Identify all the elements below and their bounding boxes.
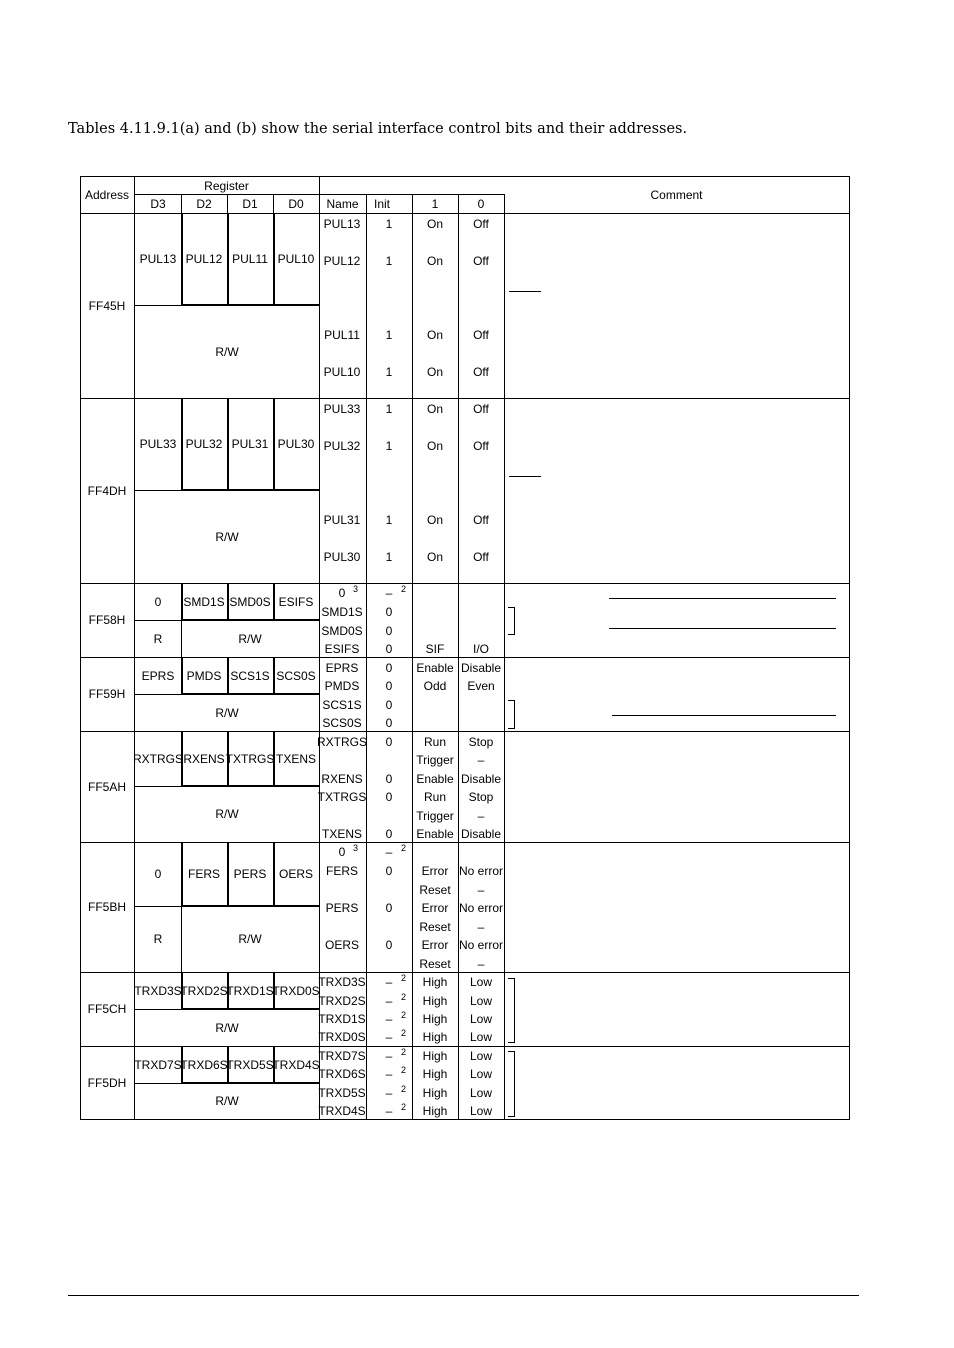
register-bit: TRXD5S xyxy=(226,1057,274,1072)
brace-mark xyxy=(508,607,515,635)
address-ff58h: FF58H xyxy=(88,613,126,627)
bit-clear-value: – xyxy=(477,753,485,767)
bit-init: 0 xyxy=(385,938,393,952)
register-col-sep xyxy=(181,583,183,620)
bit-set-value: Enable xyxy=(416,827,454,841)
bit-name: SCS0S xyxy=(322,716,362,730)
bit-clear-value: Off xyxy=(473,439,489,453)
register-bit: PUL13 xyxy=(139,252,177,266)
register-bit: PUL33 xyxy=(139,437,177,451)
bit-set-value: Error xyxy=(421,938,449,952)
bit-init: – xyxy=(385,1104,393,1118)
bit-name: ESIFS xyxy=(324,642,360,656)
bit-init: 0 xyxy=(385,772,393,786)
bit-name: OERS xyxy=(324,938,360,952)
bit-name: SMD1S xyxy=(321,605,363,619)
register-bit: SMD1S xyxy=(183,594,225,609)
register-bit: PUL10 xyxy=(277,252,315,266)
bit-init: 1 xyxy=(385,550,393,564)
bit-name: TRXD1S xyxy=(318,1012,366,1026)
bit-name: PUL11 xyxy=(324,328,360,342)
underline-mark xyxy=(509,291,541,292)
bit-name: PUL10 xyxy=(323,365,361,379)
bit-name: PUL32 xyxy=(323,439,361,453)
bit-clear-value: – xyxy=(477,883,485,897)
bit-clear-value: No error xyxy=(458,864,504,878)
bit-name: 0 xyxy=(338,586,346,600)
address-ff5ch: FF5CH xyxy=(87,1002,127,1016)
bit-init: 0 xyxy=(385,901,393,915)
bit-init: – xyxy=(385,994,393,1008)
register-col-sep xyxy=(227,583,229,620)
register-col-sep xyxy=(181,1046,183,1083)
bit-name: TRXD5S xyxy=(318,1086,366,1100)
bit-set-value: Run xyxy=(423,790,447,804)
register-bit: SMD0S xyxy=(229,594,271,609)
bit-name: EPRS xyxy=(325,661,359,675)
init-footnote: 2 xyxy=(401,992,407,1002)
register-bit: TRXD1S xyxy=(226,983,274,998)
header-d3: D3 xyxy=(150,197,166,211)
register-col-sep xyxy=(181,731,183,786)
bit-init: 0 xyxy=(385,827,393,841)
init-footnote: 2 xyxy=(401,1065,407,1075)
access-rw: R/W xyxy=(215,1020,239,1035)
header-col-sep xyxy=(273,194,274,213)
register-bit: TXTRGS xyxy=(225,751,275,766)
bit-init: 0 xyxy=(385,679,393,693)
bit-clear-value: Off xyxy=(473,328,489,342)
bit-set-value: High xyxy=(422,1067,448,1081)
bit-name: PUL30 xyxy=(323,550,361,564)
bit-init: 0 xyxy=(385,661,393,675)
init-footnote: 2 xyxy=(401,1028,407,1038)
bit-clear-value: Low xyxy=(469,1104,493,1118)
bit-name: 0 xyxy=(338,845,346,859)
register-bit: PUL11 xyxy=(232,252,268,266)
header-d0: D0 xyxy=(288,197,304,211)
register-bit: RXTRGS xyxy=(133,751,184,766)
bit-clear-value: Even xyxy=(467,679,495,693)
register-col-sep xyxy=(181,842,183,906)
register-bit: TXENS xyxy=(275,751,316,766)
bit-set-value: High xyxy=(422,1104,448,1118)
register-bit: ESIFS xyxy=(278,594,314,609)
header-d2: D2 xyxy=(196,197,212,211)
bit-name: PUL13 xyxy=(323,217,361,231)
bit-clear-value: Low xyxy=(469,1067,493,1081)
register-bit: EPRS xyxy=(141,668,175,683)
bit-clear-value: Off xyxy=(473,402,489,416)
bit-set-value: On xyxy=(426,439,444,453)
header-name: Name xyxy=(326,197,359,211)
register-col-sep xyxy=(181,972,183,1009)
bit-name: SCS1S xyxy=(322,698,362,712)
bit-clear-value: Off xyxy=(473,254,489,268)
bit-name: TRXD3S xyxy=(318,975,366,989)
bit-name: PUL12 xyxy=(323,254,361,268)
register-col-sep xyxy=(227,1046,229,1083)
register-col-sep xyxy=(273,398,275,490)
register-bit: TRXD0S xyxy=(272,983,320,998)
underline-mark xyxy=(609,628,836,629)
header-col-sep xyxy=(227,194,228,213)
header-col-sep xyxy=(181,194,182,213)
register-col-sep xyxy=(227,213,229,305)
bit-set-value: On xyxy=(426,254,444,268)
bit-clear-value: Stop xyxy=(468,735,494,749)
register-col-sep xyxy=(227,398,229,490)
bit-init: – xyxy=(385,1012,393,1026)
access-rw: R/W xyxy=(215,705,239,720)
register-bit: 0 xyxy=(154,594,162,609)
bit-clear-value: – xyxy=(477,809,485,823)
header-one: 1 xyxy=(431,197,439,211)
bit-clear-value: Disable xyxy=(460,827,502,841)
block-bottom-rule xyxy=(80,1119,849,1120)
register-bit: TRXD6S xyxy=(180,1057,228,1072)
bit-clear-value: No error xyxy=(458,901,504,915)
init-footnote: 2 xyxy=(401,1047,407,1057)
register-bit: PERS xyxy=(233,867,267,881)
bit-set-value: Odd xyxy=(423,679,447,693)
register-bit: PMDS xyxy=(186,668,222,683)
bit-init: 1 xyxy=(385,513,393,527)
bit-set-value: High xyxy=(422,1049,448,1063)
register-col-sep xyxy=(273,842,275,906)
name-footnote: 3 xyxy=(353,584,359,594)
bit-clear-value: Low xyxy=(469,1030,493,1044)
bit-clear-value: Low xyxy=(469,1086,493,1100)
register-col-sep xyxy=(227,731,229,786)
header-d1: D1 xyxy=(242,197,258,211)
init-footnote: 2 xyxy=(401,843,407,853)
access-rw: R/W xyxy=(238,932,262,946)
bit-set-value: On xyxy=(426,365,444,379)
bit-set-value: On xyxy=(426,550,444,564)
register-bit: PUL12 xyxy=(185,252,223,266)
bit-init: 1 xyxy=(385,402,393,416)
bit-clear-value: Disable xyxy=(460,661,502,675)
register-col-sep xyxy=(273,213,275,305)
bit-set-value: Error xyxy=(421,864,449,878)
bit-init: 1 xyxy=(385,254,393,268)
header-zero: 0 xyxy=(477,197,485,211)
bit-init: 1 xyxy=(385,439,393,453)
register-col-sep xyxy=(181,398,183,490)
underline-mark xyxy=(509,476,541,477)
bit-name: TXENS xyxy=(321,827,363,841)
underline-mark xyxy=(609,598,836,599)
bit-clear-value: Disable xyxy=(460,772,502,786)
bit-init: 0 xyxy=(385,642,393,656)
register-col-sep xyxy=(273,972,275,1009)
bit-set-value: Error xyxy=(421,901,449,915)
bit-set-value: Reset xyxy=(419,920,451,934)
bit-name: PUL33 xyxy=(323,402,361,416)
bit-clear-value: – xyxy=(477,957,485,971)
bit-name: TRXD2S xyxy=(318,994,366,1008)
bit-set-value: High xyxy=(422,1030,448,1044)
bit-clear-value: I/O xyxy=(472,642,490,656)
bit-set-value: SIF xyxy=(425,642,445,656)
header-register: Register xyxy=(204,178,249,193)
address-ff4dh: FF4DH xyxy=(87,483,127,498)
bit-init: 0 xyxy=(385,716,393,730)
bit-init: – xyxy=(385,1049,393,1063)
brace-mark xyxy=(508,978,515,1043)
address-ff59h: FF59H xyxy=(88,687,126,701)
bit-set-value: Enable xyxy=(416,661,454,675)
access-r: R xyxy=(153,631,163,646)
access-rw: R/W xyxy=(215,1094,239,1108)
bit-name: TRXD7S xyxy=(318,1049,366,1063)
bit-init: 1 xyxy=(385,217,393,231)
register-col-sep xyxy=(181,213,183,305)
register-bit: PUL32 xyxy=(185,437,223,451)
bit-set-value: Trigger xyxy=(416,753,454,767)
bit-name: PERS xyxy=(325,901,359,915)
init-footnote: 2 xyxy=(401,1102,407,1112)
intro-text: Tables 4.11.9.1(a) and (b) show the serial interface control bits and their addresses. xyxy=(68,121,688,137)
register-col-sep xyxy=(273,657,275,694)
bit-init: 0 xyxy=(385,864,393,878)
register-bit: 0 xyxy=(154,867,162,881)
register-col-sep xyxy=(227,842,229,906)
bit-set-value: Trigger xyxy=(416,809,454,823)
bit-name: TRXD6S xyxy=(318,1067,366,1081)
register-bit: SCS0S xyxy=(276,668,316,683)
bit-init: – xyxy=(385,845,393,859)
bit-name: PUL31 xyxy=(323,513,361,527)
bit-clear-value: Low xyxy=(469,994,493,1008)
bit-name: TXTRGS xyxy=(317,790,367,804)
bit-set-value: On xyxy=(426,402,444,416)
bit-clear-value: Low xyxy=(469,975,493,989)
register-bit: TRXD4S xyxy=(272,1057,320,1072)
bit-init: – xyxy=(385,1030,393,1044)
bit-name: RXENS xyxy=(321,772,363,786)
bit-set-value: High xyxy=(422,994,448,1008)
bit-name: FERS xyxy=(325,864,359,878)
footer-rule xyxy=(68,1295,859,1296)
bit-init: 1 xyxy=(385,365,393,379)
bit-clear-value: Off xyxy=(473,217,489,231)
register-bit: FERS xyxy=(187,867,220,881)
bit-name: TRXD0S xyxy=(318,1030,366,1044)
bit-clear-value: Off xyxy=(473,513,489,527)
bit-init: 0 xyxy=(385,624,393,638)
bit-set-value: Enable xyxy=(416,772,454,786)
init-footnote: 2 xyxy=(401,1084,407,1094)
register-bit: TRXD2S xyxy=(180,983,228,998)
brace-mark xyxy=(508,700,515,729)
bit-init: 0 xyxy=(385,698,393,712)
address-ff45h: FF45H xyxy=(88,298,126,313)
bit-set-value: Reset xyxy=(419,957,451,971)
bit-init: 1 xyxy=(385,328,393,342)
bit-clear-value: – xyxy=(477,920,485,934)
init-footnote: 2 xyxy=(401,973,407,983)
bit-clear-value: Off xyxy=(473,550,489,564)
bit-set-value: On xyxy=(426,328,444,342)
underline-mark xyxy=(612,715,836,716)
bit-init: 0 xyxy=(385,605,393,619)
address-ff5ah: FF5AH xyxy=(87,779,126,794)
bit-name: TRXD4S xyxy=(318,1104,366,1118)
header-comment: Comment xyxy=(650,188,703,202)
bit-set-value: High xyxy=(422,1086,448,1100)
name-footnote: 3 xyxy=(353,843,359,853)
bit-clear-value: Low xyxy=(469,1012,493,1026)
bit-set-value: On xyxy=(426,513,444,527)
bit-clear-value: Stop xyxy=(468,790,494,804)
register-bit: SCS1S xyxy=(230,668,270,683)
bit-set-value: High xyxy=(422,975,448,989)
bit-init: 0 xyxy=(385,735,393,749)
brace-mark xyxy=(508,1051,515,1117)
bit-init: 0 xyxy=(385,790,393,804)
bit-name: PMDS xyxy=(324,679,360,693)
bit-clear-value: No error xyxy=(458,938,504,952)
bit-set-value: On xyxy=(426,217,444,231)
register-col-sep xyxy=(227,972,229,1009)
register-col-sep xyxy=(273,1046,275,1083)
header-init: Init xyxy=(373,197,390,211)
header-address: Address xyxy=(84,188,130,202)
bit-init: – xyxy=(385,975,393,989)
access-r: R xyxy=(153,932,163,946)
bit-set-value: Reset xyxy=(419,883,451,897)
access-rw: R/W xyxy=(238,631,262,646)
register-col-sep xyxy=(273,583,275,620)
init-footnote: 2 xyxy=(401,584,407,594)
table-top xyxy=(80,176,849,177)
register-bit: TRXD3S xyxy=(134,983,182,998)
bit-name: SMD0S xyxy=(321,624,363,638)
access-rw: R/W xyxy=(215,529,239,544)
bit-init: – xyxy=(385,1086,393,1100)
table-right xyxy=(849,176,850,1120)
bit-name: RXTRGS xyxy=(316,735,368,749)
register-col-sep xyxy=(181,657,183,694)
bit-init: – xyxy=(385,586,393,600)
register-bit: PUL30 xyxy=(277,437,315,451)
register-bit: OERS xyxy=(278,867,313,881)
register-col-sep xyxy=(273,731,275,786)
bit-clear-value: Off xyxy=(473,365,489,379)
access-rw: R/W xyxy=(215,344,239,359)
access-rw: R/W xyxy=(215,807,239,821)
address-ff5dh: FF5DH xyxy=(87,1075,127,1090)
bit-init: – xyxy=(385,1067,393,1081)
bit-set-value: Run xyxy=(423,735,447,749)
register-bit: RXENS xyxy=(183,751,225,766)
address-ff5bh: FF5BH xyxy=(87,900,126,914)
init-footnote: 2 xyxy=(401,1010,407,1020)
register-bit: TRXD7S xyxy=(134,1057,182,1072)
register-col-sep xyxy=(227,657,229,694)
bit-clear-value: Low xyxy=(469,1049,493,1063)
register-bit: PUL31 xyxy=(231,437,269,451)
bit-set-value: High xyxy=(422,1012,448,1026)
